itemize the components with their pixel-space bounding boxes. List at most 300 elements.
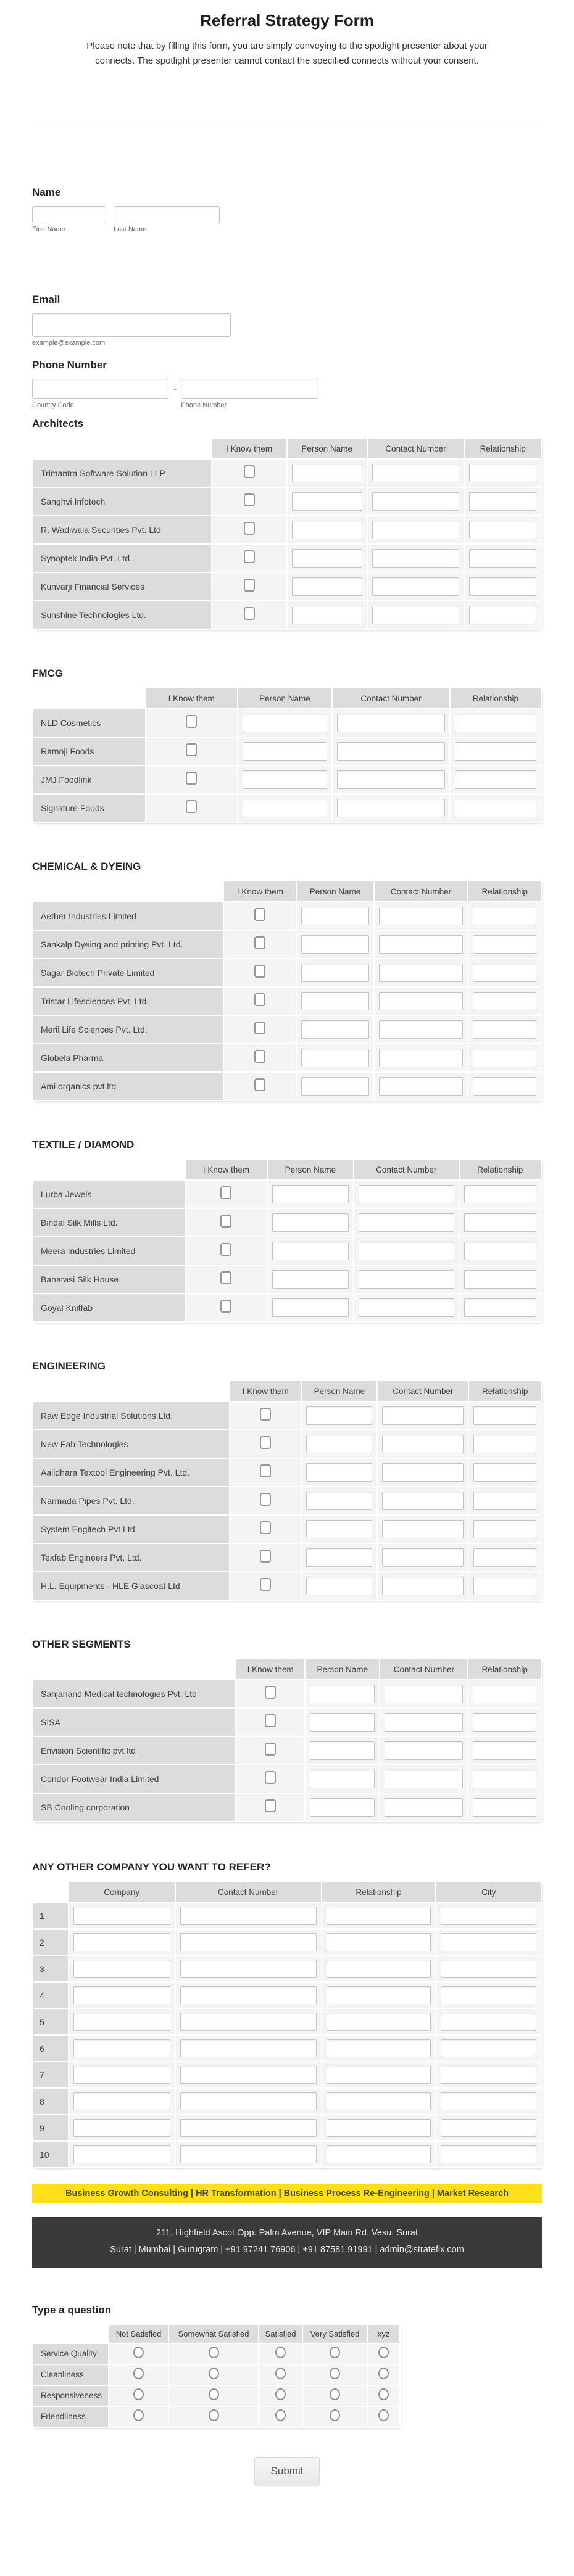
contact-number-input[interactable] bbox=[379, 935, 464, 954]
contact-number-input[interactable] bbox=[180, 2092, 317, 2110]
column-header-relationship: Relationship bbox=[460, 1160, 541, 1179]
matrix-corner bbox=[33, 688, 145, 708]
column-header-contact-number: Contact Number bbox=[375, 881, 468, 901]
other-segments-table bbox=[32, 1658, 542, 1822]
relationship-input[interactable] bbox=[469, 606, 536, 624]
column-header-contact-number: Contact Number bbox=[354, 1160, 459, 1179]
city-input[interactable] bbox=[441, 2119, 536, 2137]
contact-number-input[interactable] bbox=[382, 1520, 464, 1538]
contact-number-input[interactable] bbox=[180, 1933, 317, 1951]
contact-number-input[interactable] bbox=[382, 1463, 464, 1482]
row-label: 10 bbox=[33, 2142, 68, 2167]
relationship-input[interactable] bbox=[473, 1406, 536, 1425]
contact-number-input[interactable] bbox=[385, 1741, 463, 1760]
relationship-input[interactable] bbox=[327, 2092, 431, 2110]
relationship-input[interactable] bbox=[473, 1020, 536, 1039]
row-label: H.L. Equipments - HLE Glascoat Ltd bbox=[33, 1572, 229, 1600]
column-header-satisfied: Satisfied bbox=[259, 2325, 302, 2343]
person-name-input[interactable] bbox=[306, 1548, 372, 1567]
relationship-input[interactable] bbox=[327, 2145, 431, 2163]
person-name-input[interactable] bbox=[292, 577, 362, 596]
contact-number-input[interactable] bbox=[180, 2145, 317, 2163]
person-name-input[interactable] bbox=[310, 1770, 375, 1788]
phone-number-input[interactable] bbox=[181, 379, 318, 399]
relationship-input[interactable] bbox=[473, 964, 536, 982]
i-know-them-checkbox[interactable] bbox=[265, 1686, 276, 1699]
column-header-i-know-them: I Know them bbox=[212, 439, 286, 458]
i-know-them-checkbox[interactable] bbox=[265, 1714, 276, 1727]
contact-number-input[interactable] bbox=[337, 770, 444, 789]
contact-number-input[interactable] bbox=[372, 577, 460, 596]
person-name-input[interactable] bbox=[306, 1492, 372, 1510]
satisfied-radio[interactable] bbox=[275, 2388, 286, 2400]
company-input[interactable] bbox=[73, 1986, 170, 2004]
person-name-input[interactable] bbox=[243, 770, 328, 789]
form-title: Referral Strategy Form bbox=[200, 11, 374, 30]
row-label: Signature Foods bbox=[33, 795, 145, 822]
contact-number-input[interactable] bbox=[379, 992, 464, 1010]
row-label: 3 bbox=[33, 1956, 68, 1981]
xyz-radio[interactable] bbox=[378, 2409, 389, 2421]
row-label: Service Quality bbox=[33, 2344, 108, 2364]
i-know-them-checkbox[interactable] bbox=[220, 1243, 231, 1256]
row-label: Meera Industries Limited bbox=[33, 1237, 185, 1265]
i-know-them-checkbox[interactable] bbox=[254, 908, 265, 921]
contact-number-input[interactable] bbox=[382, 1577, 464, 1595]
relationship-input[interactable] bbox=[455, 742, 536, 761]
person-name-input[interactable] bbox=[301, 907, 368, 925]
person-name-input[interactable] bbox=[310, 1741, 375, 1760]
column-header-contact-number: Contact Number bbox=[176, 1882, 321, 1902]
contact-number-input[interactable] bbox=[372, 521, 460, 539]
person-name-input[interactable] bbox=[301, 964, 368, 982]
row-label: R. Wadiwala Securities Pvt. Ltd bbox=[33, 516, 211, 543]
contact-number-input[interactable] bbox=[180, 2013, 317, 2031]
contact-number-input[interactable] bbox=[337, 799, 444, 817]
contact-number-input[interactable] bbox=[385, 1713, 463, 1732]
country-code-input[interactable] bbox=[32, 379, 168, 399]
column-header-very-satisfied: Very Satisfied bbox=[303, 2325, 367, 2343]
person-name-input[interactable] bbox=[292, 464, 362, 482]
company-input[interactable] bbox=[73, 2119, 170, 2137]
relationship-input[interactable] bbox=[455, 799, 536, 817]
i-know-them-checkbox[interactable] bbox=[260, 1436, 271, 1449]
xyz-radio[interactable] bbox=[378, 2347, 389, 2358]
row-label: Sankalp Dyeing and printing Pvt. Ltd. bbox=[33, 931, 223, 958]
name-label: Name bbox=[32, 186, 61, 198]
section-other-segments bbox=[32, 1638, 542, 1825]
somewhat-satisfied-radio[interactable] bbox=[209, 2368, 219, 2379]
relationship-input[interactable] bbox=[473, 1077, 536, 1096]
city-input[interactable] bbox=[441, 2013, 536, 2031]
relationship-input[interactable] bbox=[469, 521, 536, 539]
phone-separator: - bbox=[173, 384, 177, 394]
i-know-them-checkbox[interactable] bbox=[260, 1521, 271, 1534]
i-know-them-checkbox[interactable] bbox=[186, 715, 197, 728]
i-know-them-checkbox[interactable] bbox=[260, 1464, 271, 1477]
contact-number-input[interactable] bbox=[359, 1213, 454, 1232]
person-name-input[interactable] bbox=[272, 1270, 349, 1289]
contact-number-input[interactable] bbox=[379, 907, 464, 925]
contact-number-input[interactable] bbox=[359, 1270, 454, 1289]
company-input[interactable] bbox=[73, 2013, 170, 2031]
relationship-input[interactable] bbox=[464, 1242, 536, 1260]
relationship-input[interactable] bbox=[327, 1907, 431, 1925]
person-name-input[interactable] bbox=[310, 1798, 375, 1817]
contact-number-input[interactable] bbox=[382, 1435, 464, 1453]
contact-number-input[interactable] bbox=[382, 1492, 464, 1510]
somewhat-satisfied-radio[interactable] bbox=[209, 2347, 219, 2358]
country-code-sublabel: Country Code bbox=[32, 402, 74, 409]
column-header-i-know-them: I Know them bbox=[230, 1381, 301, 1401]
city-input[interactable] bbox=[441, 1986, 536, 2004]
relationship-input[interactable] bbox=[469, 577, 536, 596]
very-satisfied-radio[interactable] bbox=[330, 2388, 340, 2400]
row-label: Meril Life Sciences Pvt. Ltd. bbox=[33, 1016, 223, 1043]
relationship-input[interactable] bbox=[469, 464, 536, 482]
first-name-sublabel: First Name bbox=[32, 226, 65, 233]
i-know-them-checkbox[interactable] bbox=[244, 579, 255, 592]
row-label: Ramoji Foods bbox=[33, 738, 145, 765]
relationship-input[interactable] bbox=[455, 714, 536, 732]
relationship-input[interactable] bbox=[473, 1049, 536, 1067]
xyz-radio[interactable] bbox=[378, 2388, 389, 2400]
contact-number-input[interactable] bbox=[372, 492, 460, 511]
i-know-them-checkbox[interactable] bbox=[220, 1186, 231, 1199]
i-know-them-checkbox[interactable] bbox=[244, 465, 255, 478]
matrix-corner bbox=[33, 1659, 235, 1679]
row-label: Trimantra Software Solution LLP bbox=[33, 460, 211, 487]
i-know-them-checkbox[interactable] bbox=[265, 1743, 276, 1756]
contact-number-input[interactable] bbox=[379, 1020, 464, 1039]
person-name-input[interactable] bbox=[243, 742, 328, 761]
person-name-input[interactable] bbox=[272, 1298, 349, 1317]
relationship-input[interactable] bbox=[473, 1520, 536, 1538]
contact-number-input[interactable] bbox=[379, 1049, 464, 1067]
person-name-input[interactable] bbox=[306, 1577, 372, 1595]
survey-heading: Type a question bbox=[32, 2303, 112, 2316]
relationship-input[interactable] bbox=[473, 1463, 536, 1482]
contact-number-input[interactable] bbox=[372, 606, 460, 624]
section-phone bbox=[32, 359, 542, 409]
column-header-not-satisfied: Not Satisfied bbox=[109, 2325, 168, 2343]
person-name-input[interactable] bbox=[272, 1213, 349, 1232]
person-name-input[interactable] bbox=[301, 1077, 368, 1096]
submit-row bbox=[32, 2457, 542, 2485]
company-input[interactable] bbox=[73, 2145, 170, 2163]
company-input[interactable] bbox=[73, 2092, 170, 2110]
person-name-input[interactable] bbox=[310, 1713, 375, 1732]
contact-number-input[interactable] bbox=[385, 1798, 463, 1817]
matrix-corner bbox=[33, 1381, 229, 1401]
person-name-input[interactable] bbox=[292, 521, 362, 539]
contact-number-input[interactable] bbox=[372, 549, 460, 568]
phone-label: Phone Number bbox=[32, 359, 107, 371]
any-other-company-table bbox=[32, 1881, 542, 2168]
contact-number-input[interactable] bbox=[337, 714, 444, 732]
contact-number-input[interactable] bbox=[372, 464, 460, 482]
city-input[interactable] bbox=[441, 1933, 536, 1951]
contact-number-input[interactable] bbox=[379, 1077, 464, 1096]
city-input[interactable] bbox=[441, 2039, 536, 2057]
engineering-table bbox=[32, 1380, 542, 1601]
relationship-input[interactable] bbox=[327, 2066, 431, 2084]
person-name-input[interactable] bbox=[301, 992, 368, 1010]
relationship-input[interactable] bbox=[327, 1960, 431, 1978]
contact-number-input[interactable] bbox=[337, 742, 444, 761]
i-know-them-checkbox[interactable] bbox=[244, 522, 255, 535]
relationship-input[interactable] bbox=[473, 1770, 536, 1788]
contact-number-input[interactable] bbox=[359, 1185, 454, 1203]
i-know-them-checkbox[interactable] bbox=[186, 800, 197, 813]
city-input[interactable] bbox=[441, 1907, 536, 1925]
row-label: JMJ Foodlink bbox=[33, 766, 145, 793]
i-know-them-checkbox[interactable] bbox=[260, 1578, 271, 1591]
column-header-i-know-them: I Know them bbox=[236, 1659, 304, 1679]
contact-number-input[interactable] bbox=[379, 964, 464, 982]
i-know-them-checkbox[interactable] bbox=[186, 772, 197, 785]
contact-number-input[interactable] bbox=[180, 1960, 317, 1978]
row-label: 5 bbox=[33, 2009, 68, 2034]
last-name-input[interactable] bbox=[114, 206, 220, 223]
company-input[interactable] bbox=[73, 1960, 170, 1978]
person-name-input[interactable] bbox=[306, 1435, 372, 1453]
satisfied-radio[interactable] bbox=[275, 2347, 286, 2358]
contact-number-input[interactable] bbox=[385, 1770, 463, 1788]
column-header-relationship: Relationship bbox=[451, 688, 541, 708]
section-name bbox=[32, 186, 542, 233]
i-know-them-checkbox[interactable] bbox=[254, 936, 265, 949]
person-name-input[interactable] bbox=[292, 606, 362, 624]
satisfied-radio[interactable] bbox=[275, 2409, 286, 2421]
person-name-input[interactable] bbox=[306, 1406, 372, 1425]
contact-number-input[interactable] bbox=[382, 1548, 464, 1567]
i-know-them-checkbox[interactable] bbox=[265, 1771, 276, 1784]
column-header-contact-number: Contact Number bbox=[368, 439, 464, 458]
very-satisfied-radio[interactable] bbox=[330, 2368, 340, 2379]
row-label: Texfab Engineers Pvt. Ltd. bbox=[33, 1544, 229, 1571]
relationship-input[interactable] bbox=[473, 1713, 536, 1732]
relationship-input[interactable] bbox=[473, 1577, 536, 1595]
person-name-input[interactable] bbox=[292, 492, 362, 511]
relationship-input[interactable] bbox=[464, 1213, 536, 1232]
person-name-input[interactable] bbox=[292, 549, 362, 568]
relationship-input[interactable] bbox=[473, 935, 536, 954]
row-label: Sunshine Technologies Ltd. bbox=[33, 601, 211, 629]
services-banner: Business Growth Consulting | HR Transformation | Business Process Re-Engineering | Market Research bbox=[32, 2184, 542, 2203]
section-heading: ENGINEERING bbox=[32, 1360, 106, 1372]
column-header-relationship: Relationship bbox=[322, 1882, 436, 1902]
column-header-person-name: Person Name bbox=[268, 1160, 353, 1179]
city-input[interactable] bbox=[441, 2066, 536, 2084]
section-heading: CHEMICAL & DYEING bbox=[32, 861, 141, 872]
row-label: 9 bbox=[33, 2115, 68, 2140]
company-input[interactable] bbox=[73, 2039, 170, 2057]
section-any-other-company bbox=[32, 1861, 542, 2171]
contact-number-input[interactable] bbox=[180, 2039, 317, 2057]
matrix-corner bbox=[33, 439, 211, 458]
fmcg-table bbox=[32, 687, 542, 823]
i-know-them-checkbox[interactable] bbox=[244, 550, 255, 563]
person-name-input[interactable] bbox=[301, 935, 368, 954]
relationship-input[interactable] bbox=[327, 2119, 431, 2137]
company-input[interactable] bbox=[73, 2066, 170, 2084]
person-name-input[interactable] bbox=[301, 1020, 368, 1039]
row-label: Banarasi Silk House bbox=[33, 1266, 185, 1293]
somewhat-satisfied-radio[interactable] bbox=[209, 2409, 219, 2421]
row-label: Globela Pharma bbox=[33, 1044, 223, 1071]
i-know-them-checkbox[interactable] bbox=[220, 1215, 231, 1228]
row-label: Narmada Pipes Pvt. Ltd. bbox=[33, 1487, 229, 1514]
i-know-them-checkbox[interactable] bbox=[254, 993, 265, 1006]
company-input[interactable] bbox=[73, 1933, 170, 1951]
relationship-input[interactable] bbox=[455, 770, 536, 789]
relationship-input[interactable] bbox=[473, 1435, 536, 1453]
contact-number-input[interactable] bbox=[180, 1907, 317, 1925]
section-fmcg bbox=[32, 667, 542, 826]
row-label: Synoptek India Pvt. Ltd. bbox=[33, 545, 211, 572]
contact-number-input[interactable] bbox=[180, 1986, 317, 2004]
matrix-corner bbox=[33, 1160, 185, 1179]
city-input[interactable] bbox=[441, 2092, 536, 2110]
footer-line-1: 211, Highfield Ascot Opp. Palm Avenue, VIP Main Rd. Vesu, Surat bbox=[156, 2228, 418, 2238]
city-input[interactable] bbox=[441, 1960, 536, 1978]
row-label: Lurba Jewels bbox=[33, 1181, 185, 1208]
column-header-city: City bbox=[436, 1882, 541, 1902]
i-know-them-checkbox[interactable] bbox=[254, 1022, 265, 1034]
row-label: 6 bbox=[33, 2036, 68, 2061]
relationship-input[interactable] bbox=[469, 492, 536, 511]
column-header-person-name: Person Name bbox=[238, 688, 332, 708]
survey-table bbox=[32, 2324, 401, 2428]
person-name-input[interactable] bbox=[301, 1049, 368, 1067]
i-know-them-checkbox[interactable] bbox=[254, 965, 265, 978]
company-input[interactable] bbox=[73, 1907, 170, 1925]
i-know-them-checkbox[interactable] bbox=[265, 1799, 276, 1812]
i-know-them-checkbox[interactable] bbox=[260, 1408, 271, 1421]
row-label: NLD Cosmetics bbox=[33, 709, 145, 737]
relationship-input[interactable] bbox=[464, 1185, 536, 1203]
row-label: Aether Industries Limited bbox=[33, 902, 223, 930]
column-header-relationship: Relationship bbox=[468, 881, 541, 901]
first-name-input[interactable] bbox=[32, 206, 106, 223]
relationship-input[interactable] bbox=[473, 1685, 536, 1703]
form-description: Please note that by filling this form, you are simply conveying to the spotlight presenter about your connects. The spotlight presenter cannot contact the specified connects without your consent. bbox=[86, 41, 488, 66]
i-know-them-checkbox[interactable] bbox=[254, 1050, 265, 1063]
relationship-input[interactable] bbox=[327, 1986, 431, 2004]
i-know-them-checkbox[interactable] bbox=[220, 1271, 231, 1284]
row-label: Responsiveness bbox=[33, 2386, 108, 2406]
not-satisfied-radio[interactable] bbox=[133, 2409, 144, 2421]
contact-number-input[interactable] bbox=[385, 1685, 463, 1703]
i-know-them-checkbox[interactable] bbox=[260, 1550, 271, 1563]
relationship-input[interactable] bbox=[464, 1270, 536, 1289]
relationship-input[interactable] bbox=[473, 1741, 536, 1760]
row-label: Goyal Knitfab bbox=[33, 1294, 185, 1321]
address-footer bbox=[32, 2217, 542, 2268]
row-label: Tristar Lifesciences Pvt. Ltd. bbox=[33, 988, 223, 1015]
contact-number-input[interactable] bbox=[180, 2119, 317, 2137]
person-name-input[interactable] bbox=[243, 799, 328, 817]
person-name-input[interactable] bbox=[272, 1242, 349, 1260]
relationship-input[interactable] bbox=[473, 1798, 536, 1817]
relationship-input[interactable] bbox=[327, 1933, 431, 1951]
contact-number-input[interactable] bbox=[359, 1242, 454, 1260]
row-label: Envision Scientific pvt ltd bbox=[33, 1737, 235, 1764]
section-heading: ANY OTHER COMPANY YOU WANT TO REFER? bbox=[32, 1861, 271, 1873]
submit-button[interactable]: Submit bbox=[254, 2457, 320, 2485]
very-satisfied-radio[interactable] bbox=[330, 2409, 340, 2421]
person-name-input[interactable] bbox=[310, 1685, 375, 1703]
person-name-input[interactable] bbox=[306, 1463, 372, 1482]
relationship-input[interactable] bbox=[327, 2039, 431, 2057]
i-know-them-checkbox[interactable] bbox=[244, 493, 255, 506]
contact-number-input[interactable] bbox=[180, 2066, 317, 2084]
satisfied-radio[interactable] bbox=[275, 2368, 286, 2379]
i-know-them-checkbox[interactable] bbox=[244, 607, 255, 620]
contact-number-input[interactable] bbox=[359, 1298, 454, 1317]
section-survey bbox=[32, 2304, 542, 2431]
relationship-input[interactable] bbox=[473, 992, 536, 1010]
somewhat-satisfied-radio[interactable] bbox=[209, 2388, 219, 2400]
very-satisfied-radio[interactable] bbox=[330, 2347, 340, 2358]
contact-number-input[interactable] bbox=[382, 1406, 464, 1425]
i-know-them-checkbox[interactable] bbox=[254, 1078, 265, 1091]
row-label: SB Cooling corporation bbox=[33, 1794, 235, 1821]
relationship-input[interactable] bbox=[469, 549, 536, 568]
column-header-relationship: Relationship bbox=[468, 1659, 541, 1679]
column-header-xyz: xyz bbox=[368, 2325, 399, 2343]
section-architects bbox=[32, 418, 542, 633]
row-label: 2 bbox=[33, 1930, 68, 1955]
matrix-corner bbox=[33, 2325, 108, 2343]
not-satisfied-radio[interactable] bbox=[133, 2368, 144, 2379]
row-label: 8 bbox=[33, 2089, 68, 2114]
person-name-input[interactable] bbox=[243, 714, 328, 732]
row-label: Ami organics pvt ltd bbox=[33, 1073, 223, 1100]
xyz-radio[interactable] bbox=[378, 2368, 389, 2379]
footer-line-2: Surat | Mumbai | Gurugram | +91 97241 76906 | +91 87581 91991 | admin@stratefix.com bbox=[110, 2244, 464, 2255]
section-heading: TEXTILE / DIAMOND bbox=[32, 1139, 135, 1150]
relationship-input[interactable] bbox=[473, 1492, 536, 1510]
i-know-them-checkbox[interactable] bbox=[260, 1493, 271, 1506]
person-name-input[interactable] bbox=[272, 1185, 349, 1203]
column-header-i-know-them: I Know them bbox=[146, 688, 237, 708]
row-label: Kunvarji Financial Services bbox=[33, 573, 211, 600]
i-know-them-checkbox[interactable] bbox=[220, 1300, 231, 1313]
relationship-input[interactable] bbox=[464, 1298, 536, 1317]
column-header-relationship: Relationship bbox=[465, 439, 541, 458]
i-know-them-checkbox[interactable] bbox=[186, 743, 197, 756]
email-input[interactable] bbox=[32, 313, 231, 337]
city-input[interactable] bbox=[441, 2145, 536, 2163]
relationship-input[interactable] bbox=[473, 907, 536, 925]
section-heading: Architects bbox=[32, 418, 84, 429]
not-satisfied-radio[interactable] bbox=[133, 2347, 144, 2358]
column-header-person-name: Person Name bbox=[302, 1381, 376, 1401]
person-name-input[interactable] bbox=[306, 1520, 372, 1538]
section-engineering bbox=[32, 1360, 542, 1604]
column-header-i-know-them: I Know them bbox=[186, 1160, 267, 1179]
relationship-input[interactable] bbox=[327, 2013, 431, 2031]
row-label: 7 bbox=[33, 2062, 68, 2087]
row-label: Friendliness bbox=[33, 2407, 108, 2427]
relationship-input[interactable] bbox=[473, 1548, 536, 1567]
row-label: Sahjanand Medical technologies Pvt. Ltd bbox=[33, 1680, 235, 1707]
row-label: Raw Edge Industrial Solutions Ltd. bbox=[33, 1402, 229, 1429]
row-label: 4 bbox=[33, 1983, 68, 2008]
not-satisfied-radio[interactable] bbox=[133, 2388, 144, 2400]
